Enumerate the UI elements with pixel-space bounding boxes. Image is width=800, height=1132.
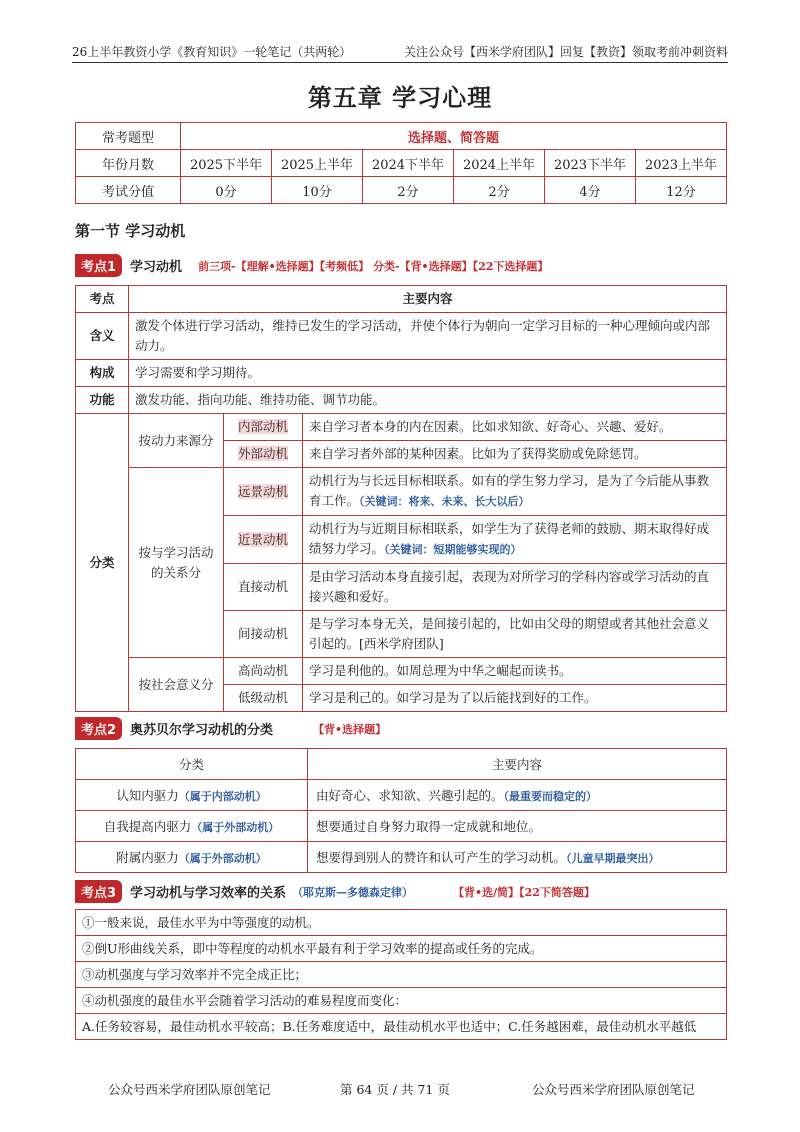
score-cell: 10分 [272, 177, 363, 204]
drive-name [76, 811, 308, 842]
col-header: 考点 [76, 286, 129, 313]
drive-text: 由好奇心、求知欲、兴趣引起的。 [316, 788, 504, 803]
drive-text: 想要得到别人的赞许和认可产生的学习动机。 [316, 850, 567, 865]
drive-desc [308, 842, 727, 873]
footer-left: 公众号西米学府团队原创笔记 [108, 1082, 271, 1097]
type-label: 直接动机 [224, 564, 303, 611]
type-label [224, 441, 303, 468]
year-cell: 2025下半年 [181, 150, 272, 177]
law-name: （耶克斯—多德森定律） [292, 885, 414, 899]
type-desc: 是与学习本身无关，是间接引起的，比如由父母的期望或者其他社会意义引起的。[西米学府团队] [303, 611, 727, 658]
kaodian-note: 前三项-【理解•选择题】【考频低】 分类-【背•选择题】【22下选择题】 [198, 259, 549, 273]
drive-tag: （属于外部动机） [191, 821, 280, 834]
row-label: 含义 [76, 313, 129, 360]
kaodian-note: 【背•选择题】 [313, 722, 387, 736]
drive-desc [308, 811, 727, 842]
type-desc: 来自学习者外部的某种因素。比如为了获得奖励或免除惩罚。 [303, 441, 727, 468]
type-desc [303, 468, 727, 516]
table-row [76, 842, 727, 873]
table-row [76, 811, 727, 842]
year-cell: 2024下半年 [363, 150, 454, 177]
type-label [224, 468, 303, 516]
ausubel-table [75, 748, 727, 873]
score-cell: 2分 [454, 177, 545, 204]
group-label: 按社会意义分 [129, 658, 224, 712]
row-label: 分类 [76, 414, 129, 712]
type-name: 内部动机 [237, 419, 288, 434]
drive-key: （儿童早期最突出） [566, 852, 660, 865]
table-row [76, 780, 727, 811]
exam-info-table [75, 122, 727, 204]
type-name: 近景动机 [237, 531, 288, 547]
kaodian-name: 奥苏贝尔学习动机的分类 [130, 723, 274, 738]
col-header: 主要内容 [129, 286, 727, 313]
type-desc [303, 516, 727, 564]
year-cell: 2025上半年 [272, 150, 363, 177]
header-right: 关注公众号【西米学府团队】回复【教资】领取考前冲刺资料 [403, 45, 728, 59]
kaodian-tag: 考点2 [75, 717, 122, 740]
type-desc-text: 动机行为与长远目标相联系。如有的学生努力学习，是为了今后能从事教育工作。 [309, 473, 710, 508]
keyword-note: （关键词：将来、未来、长大以后） [359, 495, 530, 508]
type-desc: 学习是利己的。如学习是为了以后能找到好的工作。 [303, 685, 727, 712]
type-desc: 来自学习者本身的内在因素。比如求知欲、好奇心、兴趣、爱好。 [303, 414, 727, 441]
year-cell: 2023上半年 [636, 150, 727, 177]
drive-desc [308, 780, 727, 811]
type-desc-text: 动机行为与近期目标相联系，如学生为了获得老师的鼓励、期末取得好成绩努力学习。 [309, 521, 710, 556]
keyword-note: （关键词：短期能够实现的） [384, 543, 522, 556]
label-question-type: 常考题型 [76, 123, 181, 150]
type-desc: 是由学习活动本身直接引起，表现为对所学习的学科内容或学习活动的直接兴趣和爱好。 [303, 564, 727, 611]
type-label [224, 414, 303, 441]
type-label: 低级动机 [224, 685, 303, 712]
section-title: 第一节 学习动机 [75, 222, 186, 240]
label-score: 考试分值 [76, 177, 181, 204]
score-cell: 4分 [545, 177, 636, 204]
list-item: ①一般来说，最佳水平为中等强度的动机。 [76, 910, 726, 936]
type-label: 高尚动机 [224, 658, 303, 685]
group-label: 按动力来源分 [129, 414, 224, 468]
list-item: A.任务较容易，最佳动机水平较高；B.任务难度适中，最佳动机水平也适中；C.任务越困难，最佳动机水平越低 [82, 1019, 697, 1034]
kaodian-tag: 考点1 [75, 254, 122, 277]
drive-label: 认知内驱力 [116, 788, 179, 803]
kaodian-2-heading [75, 717, 386, 740]
function-text: 激发功能、指向功能、维持功能、调节功能。 [129, 387, 727, 414]
year-cell: 2024上半年 [454, 150, 545, 177]
footer-right: 公众号西米学府团队原创笔记 [532, 1082, 695, 1097]
kaodian-name: 学习动机 [130, 260, 183, 275]
drive-key: （最重要而稳定的） [503, 790, 598, 803]
drive-label: 自我提高内驱力 [103, 819, 192, 834]
label-year: 年份月数 [76, 150, 181, 177]
definition-text: 激发个体进行学习活动，维持已发生的学习活动，并使个体行为朝向一定学习目标的一种心理倾向或内部动力。 [129, 313, 727, 360]
type-desc: 学习是利他的。如周总理为中华之崛起而读书。 [303, 658, 727, 685]
list-item: ④动机强度的最佳水平会随着学习活动的难易程度而变化： [76, 988, 726, 1014]
year-cell: 2023下半年 [545, 150, 636, 177]
row-label: 构成 [76, 360, 129, 387]
kaodian-1-heading [75, 254, 548, 277]
composition-text: 学习需要和学习期待。 [129, 360, 727, 387]
list-item: ②倒U形曲线关系，即中等程度的动机水平最有利于学习效率的提高或任务的完成。 [76, 936, 726, 962]
page-header [72, 40, 728, 63]
kaodian-tag: 考点3 [75, 880, 122, 903]
type-label: 间接动机 [224, 611, 303, 658]
type-label [224, 516, 303, 564]
type-name: 远景动机 [237, 483, 288, 499]
efficiency-points [75, 909, 727, 1040]
row-label: 功能 [76, 387, 129, 414]
question-types: 选择题、简答题 [181, 123, 727, 150]
group-label: 按与学习活动的关系分 [129, 468, 224, 658]
kaodian-name: 学习动机与学习效率的关系 [130, 886, 287, 901]
kaodian-note: 【背•选/简】【22下简答题】 [453, 885, 595, 899]
chapter-title: 第五章 学习心理 [307, 84, 493, 112]
motivation-table [75, 285, 727, 712]
drive-tag: （属于外部动机） [178, 852, 267, 865]
drive-tag: （属于内部动机） [178, 790, 267, 803]
type-name: 外部动机 [237, 446, 288, 461]
kaodian-3-heading [75, 880, 595, 903]
col-header: 主要内容 [308, 749, 727, 780]
score-cell: 12分 [636, 177, 727, 204]
drive-text: 想要通过自身努力取得一定成就和地位。 [316, 819, 542, 834]
list-item: ③动机强度与学习效率并不完全成正比； [76, 962, 726, 988]
score-cell: 2分 [363, 177, 454, 204]
score-cell: 0分 [181, 177, 272, 204]
drive-name [76, 842, 308, 873]
col-header: 分类 [76, 749, 308, 780]
header-left: 26上半年教资小学《教育知识》一轮笔记（共两轮） [72, 45, 352, 59]
drive-label: 附属内驱力 [116, 850, 179, 865]
drive-name [76, 780, 308, 811]
page-number: 第 64 页 / 共 71 页 [340, 1082, 450, 1097]
